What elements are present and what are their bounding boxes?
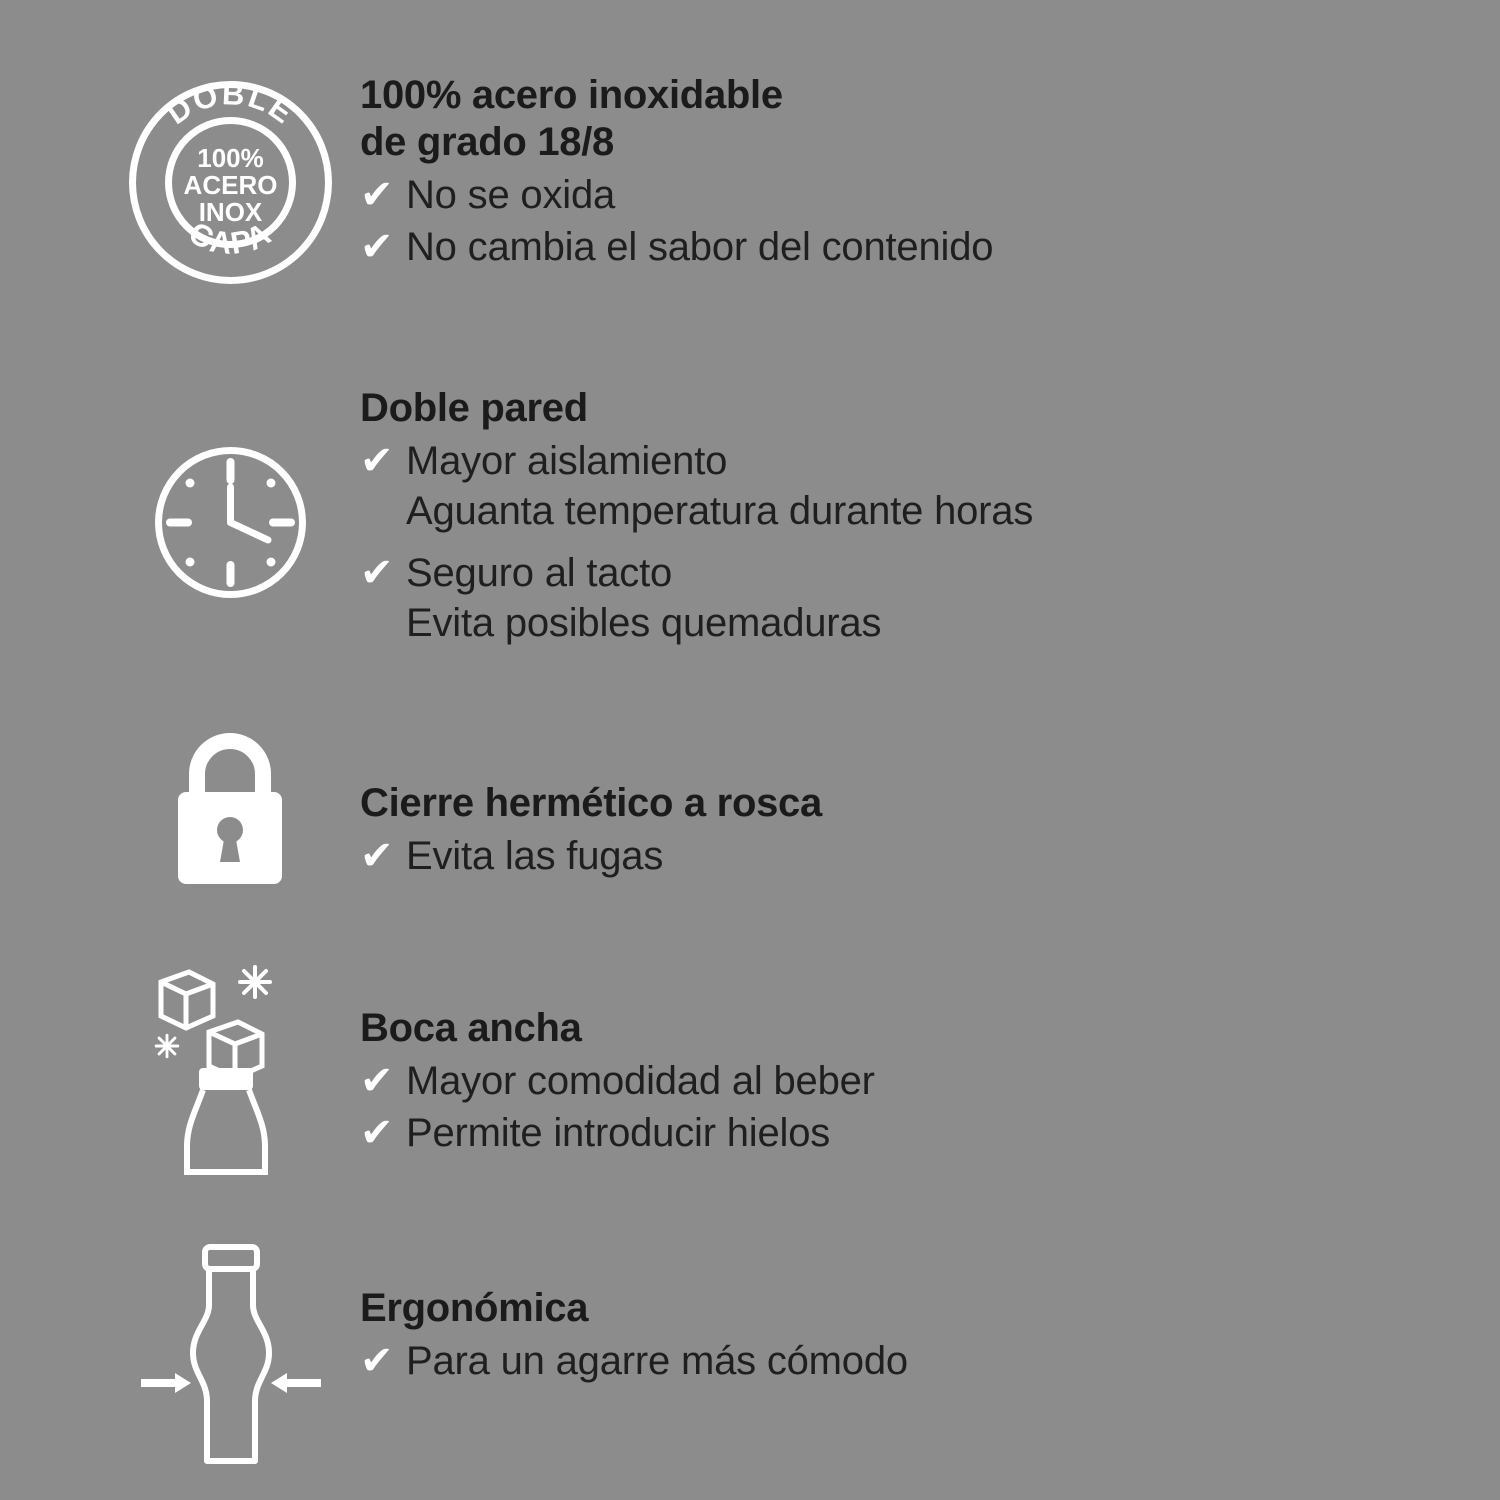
bottle-grip-arrows-icon: [123, 1235, 338, 1480]
list-item: [360, 1338, 1430, 1384]
feature-text-container: [360, 385, 1430, 646]
feature-icon-container: [100, 1225, 360, 1485]
clock-icon: [148, 440, 313, 610]
feature-text-container: [360, 70, 1430, 270]
list-item-label: Mayor comodidad al beber: [406, 1059, 875, 1104]
list-item-label: Evita las fugas: [406, 834, 664, 879]
list-item: [360, 550, 1430, 646]
feature-wide-mouth: [100, 950, 1430, 1190]
check-icon: ✔: [360, 439, 394, 484]
list-item-label: No se oxida: [406, 173, 616, 218]
list-item-sublabel: Evita posibles quemaduras: [406, 601, 882, 646]
ice-cubes-bottle-icon: [143, 960, 318, 1180]
feature-title-line2: de grado 18/8: [360, 120, 614, 165]
stamp-center-line1: 100%: [196, 143, 264, 173]
stamp-bottom-arc-label: CAPA: [182, 214, 278, 262]
stamp-top-arc-label: DOBLE: [159, 76, 301, 132]
list-item: [360, 224, 1430, 270]
feature-icon-container: [100, 950, 360, 1190]
check-icon: ✔: [360, 551, 394, 596]
check-icon: ✔: [360, 1339, 394, 1384]
feature-icon-container: [100, 385, 360, 690]
padlock-icon: [165, 730, 295, 900]
feature-icon-container: [100, 720, 360, 930]
feature-title: Ergonómica: [360, 1286, 589, 1330]
feature-title: Cierre hermético a rosca: [360, 781, 822, 825]
list-item: [360, 438, 1430, 534]
check-icon: ✔: [360, 1111, 394, 1156]
feature-icon-container: [100, 70, 360, 300]
feature-text-container: [360, 1225, 1430, 1384]
feature-title: [360, 72, 1430, 166]
list-item: [360, 1110, 1430, 1156]
list-item-label: Mayor aislamiento: [406, 439, 728, 484]
list-item-label: Permite introducir hielos: [406, 1111, 831, 1156]
stamp-center-line2: ACERO: [183, 170, 277, 200]
check-icon: ✔: [360, 1059, 394, 1104]
check-icon: ✔: [360, 173, 394, 218]
list-item: [360, 833, 1430, 879]
list-item: [360, 1058, 1430, 1104]
list-item-sublabel: Aguanta temperatura durante horas: [406, 489, 1034, 534]
feature-text-container: [360, 720, 1430, 879]
list-item-label: Para un agarre más cómodo: [406, 1339, 908, 1384]
check-icon: ✔: [360, 834, 394, 879]
list-item-label: Seguro al tacto: [406, 551, 673, 596]
check-icon: ✔: [360, 225, 394, 270]
feature-stainless-steel: [100, 70, 1430, 300]
feature-double-wall: [100, 385, 1430, 690]
list-item: [360, 172, 1430, 218]
feature-airtight-lid: [100, 720, 1430, 930]
feature-title: Boca ancha: [360, 1006, 582, 1050]
list-item-label: No cambia el sabor del contenido: [406, 225, 994, 270]
stamp-center-line3: INOX: [198, 197, 262, 227]
feature-text-container: [360, 950, 1430, 1156]
feature-title: Doble pared: [360, 386, 588, 430]
feature-ergonomic: [100, 1225, 1430, 1485]
stamp-double-wall-stainless-steel-icon: [123, 75, 338, 295]
feature-title-line1: 100% acero inoxidable: [360, 73, 783, 117]
